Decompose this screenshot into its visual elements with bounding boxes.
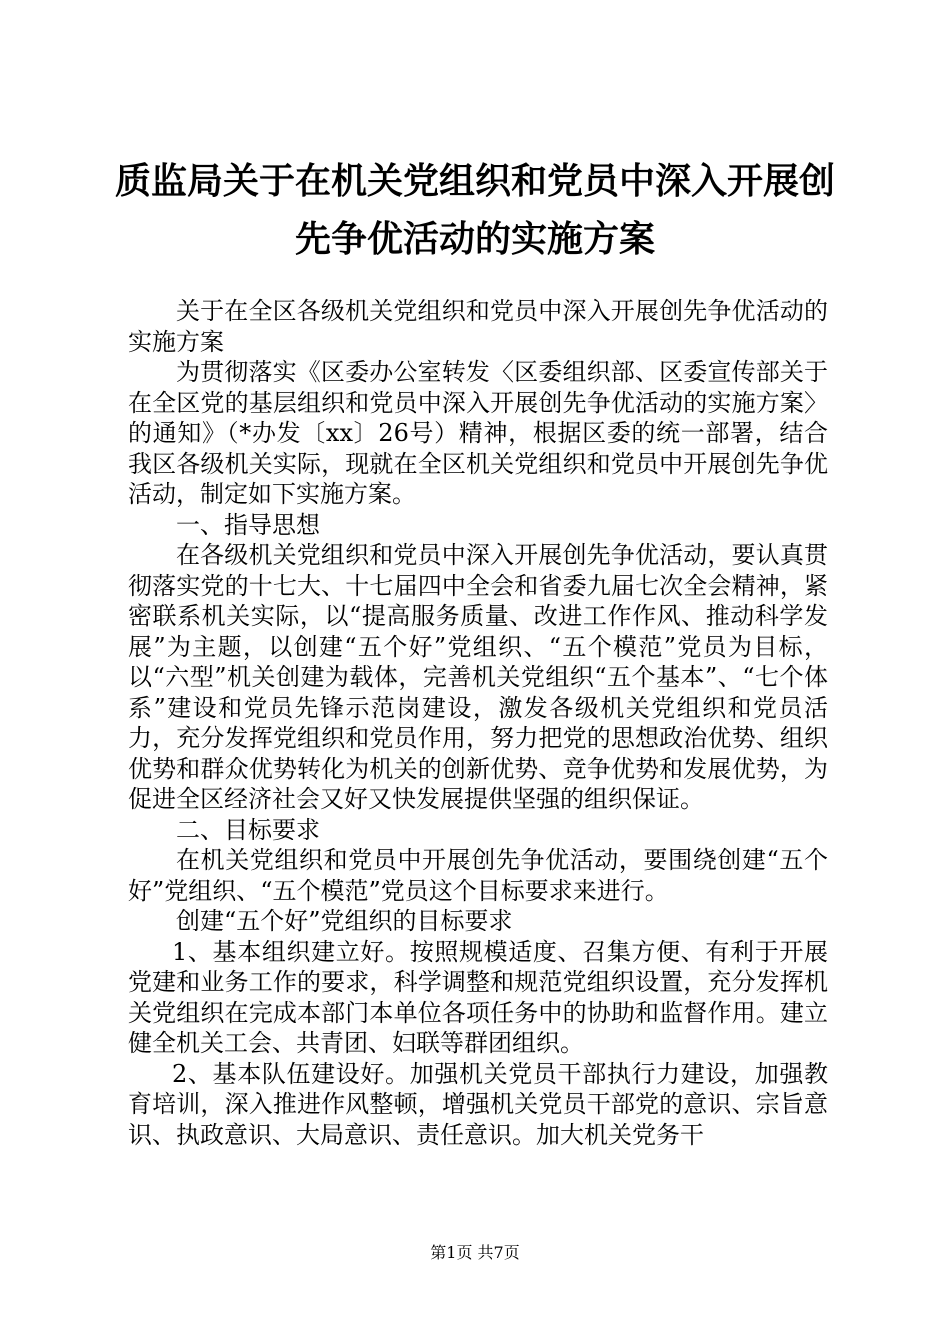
item-1-paragraph: 1、基本组织建立好。按照规模适度、召集方便、有利于开展党建和业务工作的要求，科学调整和规范党组织设置，充分发挥机关党组织在完成本部门本单位各项任务中的协助和监督作用。建立健全机关工会、共青团、妇联等群团组织。: [128, 937, 828, 1057]
item-2-paragraph: 2、基本队伍建设好。加强机关党员干部执行力建设，加强教育培训，深入推进作风整顿，增强机关党员干部党的意识、宗旨意识、执政意识、大局意识、责任意识。加大机关党务干: [128, 1059, 828, 1149]
goals-paragraph: 在机关党组织和党员中开展创先争优活动，要围绕创建“五个好”党组织、“五个模范”党员这个目标要求来进行。: [128, 846, 828, 905]
document-body: [128, 296, 828, 1150]
subheading-five-good: 创建“五个好”党组织的目标要求: [176, 907, 513, 935]
document-title-line-1: 质监局关于在机关党组织和党员中深入开展创: [114, 161, 835, 202]
guiding-ideology-paragraph: 在各级机关党组织和党员中深入开展创先争优活动，要认真贯彻落实党的十七大、十七届四中全会和省委九届七次全会精神，紧密联系机关实际，以“提高服务质量、改进工作作风、推动科学发展”为主题，以创建“五个好”党组织、“五个模范”党员为目标，以“六型”机关创建为载体，完善机关党组织“五个基本”、“七个体系”建设和党员先锋示范岗建设，激发各级机关党组织和党员活力，充分发挥党组织和党员作用，努力把党的思想政治优势、组织优势和群众优势转化为机关的创新优势、竞争优势和发展优势，为促进全区经济社会又好又快发展提供坚强的组织保证。: [128, 541, 828, 813]
subtitle-paragraph: 关于在全区各级机关党组织和党员中深入开展创先争优活动的实施方案: [128, 297, 828, 356]
section-heading-guiding-ideology: 一、指导思想: [176, 510, 320, 539]
intro-paragraph: 为贯彻落实《区委办公室转发〈区委组织部、区委宣传部关于在全区党的基层组织和党员中深入开展创先争优活动的实施方案〉的通知》（*办发〔xx〕26号）精神，根据区委的统一部署，结合我区各级机关实际，现就在全区机关党组织和党员中开展创先争优活动，制定如下实施方案。: [128, 358, 828, 508]
section-heading-goals: 二、目标要求: [176, 815, 320, 844]
document-title-line-2: 先争优活动的实施方案: [294, 219, 655, 260]
page-footer: 第1页 共7页: [430, 1243, 520, 1262]
